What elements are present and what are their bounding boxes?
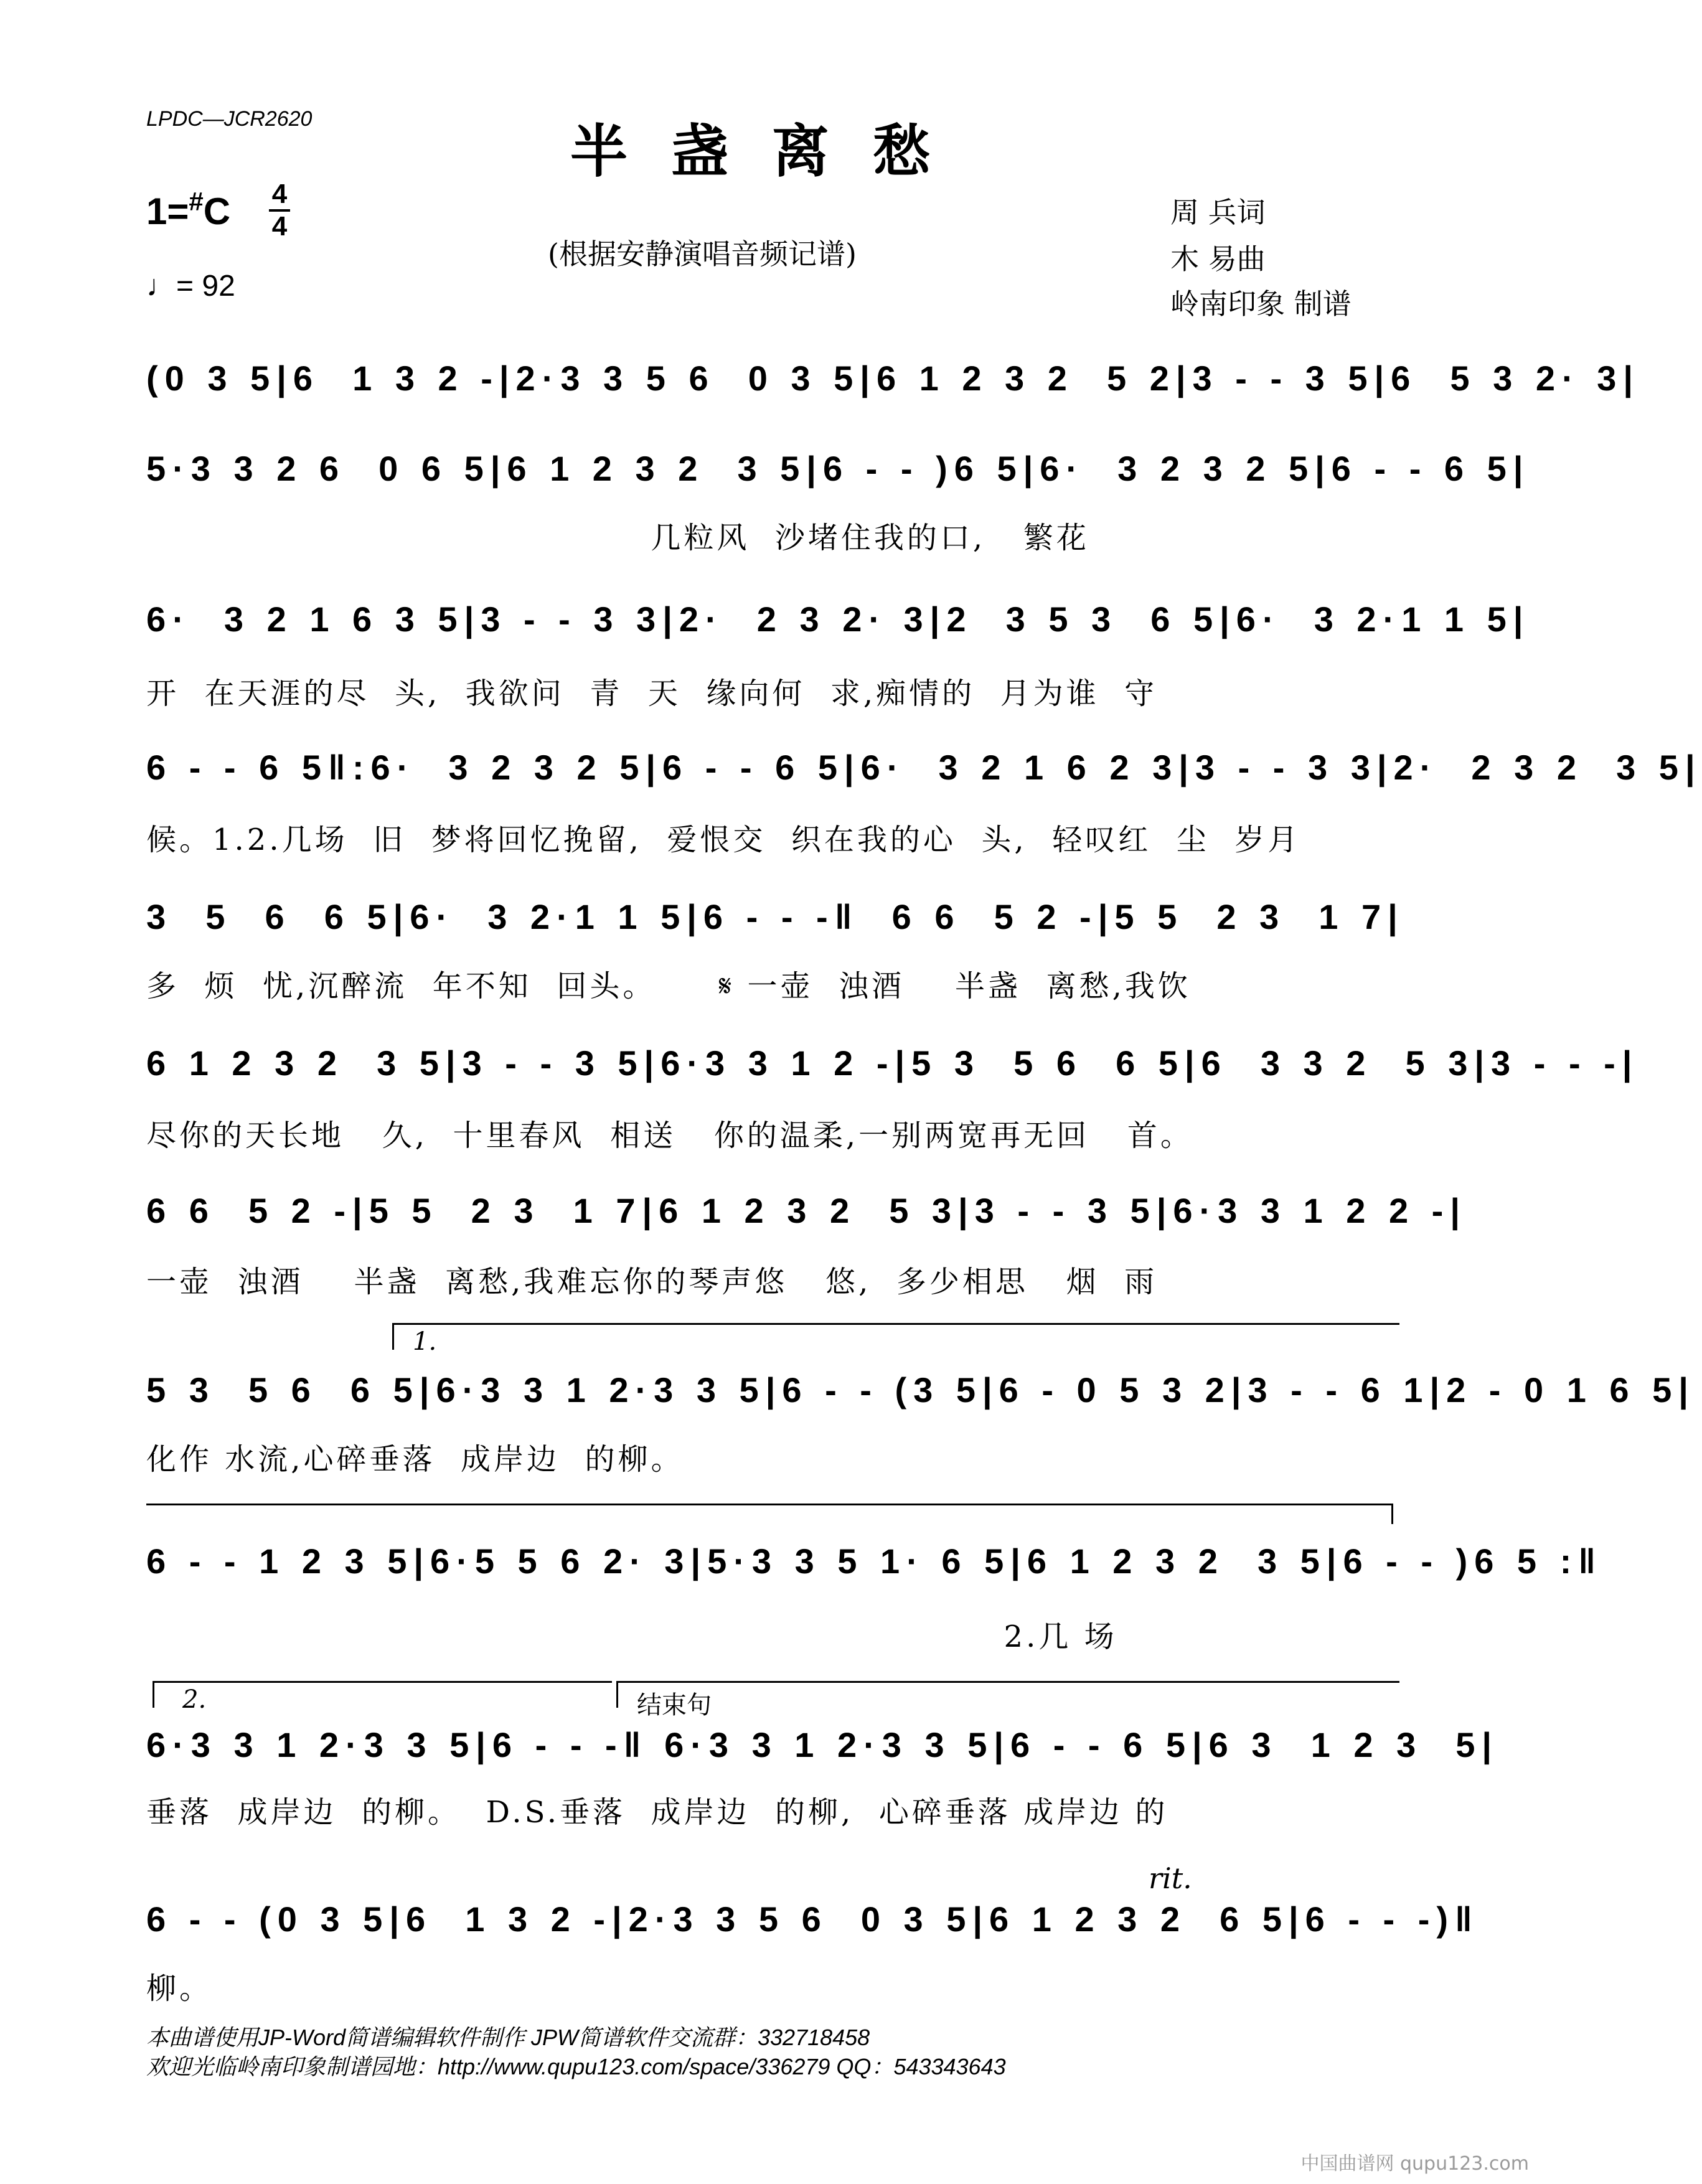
score-line-9-lyrics: 2.几 场 <box>146 1619 1117 1654</box>
sharp-symbol: # <box>189 187 204 216</box>
footer-line-1: 本曲谱使用JP-Word简谱编辑软件制作 JPW简谱软件交流群：332718458 <box>146 2025 870 2050</box>
ending-label: 结束句 <box>637 1691 712 1720</box>
score-line-4-notes: 6 - - 6 5‖:6· 3 2 3 2 5|6 - - 6 5|6· 3 2 1 6 2 3|3 - - 3 3|2· 2 3 2 3 5| <box>146 748 1702 787</box>
key-signature <box>146 187 230 233</box>
score-line-10-notes: 6·3 3 1 2·3 3 5|6 - - -‖ 6·3 3 1 2·3 3 5|6 - - 6 5|6 3 1 2 3 5| <box>146 1725 1499 1764</box>
score-line-7-lyrics: 一壶 浊酒 半盏 离愁,我难忘你的琴声悠 悠, 多少相思 烟 雨 <box>146 1264 1158 1299</box>
score-line-1-notes: (0 3 5|6 1 3 2 -|2·3 3 5 6 0 3 5|6 1 2 3 2 5 2|3 - - 3 5|6 5 3 2· 3| <box>146 359 1640 398</box>
time-numerator: 4 <box>271 179 288 209</box>
score-line-2-lyrics: 几粒风 沙堵住我的口, 繁花 <box>146 520 1089 555</box>
tempo-marking <box>146 269 235 303</box>
score-line-4-lyrics: 候。1.2.几场 旧 梦将回忆挽留, 爱恨交 织在我的心 头, 轻叹红 尘 岁月 <box>146 822 1301 857</box>
volta-bracket-1 <box>392 1323 1399 1356</box>
score-line-6-notes: 6 1 2 3 2 3 5|3 - - 3 5|6·3 3 1 2 -|5 3 5 6 6 5|6 3 3 2 5 3|3 - - -| <box>146 1043 1639 1083</box>
time-signature <box>269 181 290 240</box>
score-line-8-lyrics: 化作 水流,心碎垂落 成岸边 的柳。 <box>146 1442 684 1477</box>
score-line-6-lyrics: 尽你的天长地 久, 十里春风 相送 你的温柔,一别两宽再无回 首。 <box>146 1118 1193 1153</box>
score-line-3-lyrics: 开 在天涯的尽 头, 我欲问 青 天 缘向何 求,痴情的 月为谁 守 <box>146 676 1158 711</box>
volta-1-continuation <box>146 1504 1393 1524</box>
composer-credit: 木 易曲 <box>1170 242 1266 276</box>
score-line-11-notes: 6 - - (0 3 5|6 1 3 2 -|2·3 3 5 6 0 3 5|6 1 2 3 2 6 5|6 - - -)‖ <box>146 1899 1479 1939</box>
tempo-value: = 92 <box>176 270 235 303</box>
key-note: C <box>203 191 231 232</box>
volta-bracket-2 <box>153 1681 612 1714</box>
quarter-note-icon: ♩ <box>146 270 176 303</box>
watermark-logo: 中国曲谱网 qupu123.com <box>1300 2153 1529 2175</box>
volta-1-label: 1. <box>413 1327 437 1356</box>
score-line-9-notes: 6 - - 1 2 3 5|6·5 5 6 2· 3|5·3 3 5 1· 6 5|6 1 2 3 2 3 5|6 - - )6 5 :‖ <box>146 1542 1603 1581</box>
score-line-8-notes: 5 3 5 6 6 5|6·3 3 1 2·3 3 5|6 - - (3 5|6 - 0 5 3 2|3 - - 6 1|2 - 0 1 6 5| <box>146 1370 1695 1410</box>
lyricist-credit: 周 兵词 <box>1170 195 1266 229</box>
footer-line-2: 欢迎光临岭南印象制谱园地：http://www.qupu123.com/space/336279 QQ：543343643 <box>146 2054 1006 2079</box>
rit-marking: rit. <box>1149 1862 1192 1895</box>
volta-2-label: 2. <box>182 1685 207 1714</box>
arranger-credit: 岭南印象 制谱 <box>1170 287 1352 321</box>
score-line-5-lyrics: 多 烦 忧,沉醉流 年不知 回头。 𝄋 一壶 浊酒 半盏 离愁,我饮 <box>146 969 1191 1004</box>
subtitle: (根据安静演唱音频记谱) <box>548 237 857 271</box>
ending-bracket <box>616 1681 1399 1720</box>
score-line-3-notes: 6· 3 2 1 6 3 5|3 - - 3 3|2· 2 3 2· 3|2 3 5 3 6 5|6· 3 2·1 1 5| <box>146 600 1530 639</box>
score-line-11-lyrics: 柳。 <box>146 1971 213 2006</box>
score-line-10-lyrics: 垂落 成岸边 的柳。 D.S.垂落 成岸边 的柳, 心碎垂落 成岸边 的 <box>146 1795 1168 1830</box>
score-line-7-notes: 6 6 5 2 -|5 5 2 3 1 7|6 1 2 3 2 5 3|3 - - 3 5|6·3 3 1 2 2 -| <box>146 1191 1467 1230</box>
score-line-2-notes: 5·3 3 2 6 0 6 5|6 1 2 3 2 3 5|6 - - )6 5|6· 3 2 3 2 5|6 - - 6 5| <box>146 449 1530 488</box>
score-code: LPDC—JCR2620 <box>146 107 313 131</box>
score-line-5-notes: 3 5 6 6 5|6· 3 2·1 1 5|6 - - -‖ 6 6 5 2 -|5 5 2 3 1 7| <box>146 897 1404 936</box>
time-denominator: 4 <box>271 211 288 242</box>
page-title: 半盏离愁 <box>570 118 974 185</box>
key-prefix: 1= <box>146 191 189 232</box>
